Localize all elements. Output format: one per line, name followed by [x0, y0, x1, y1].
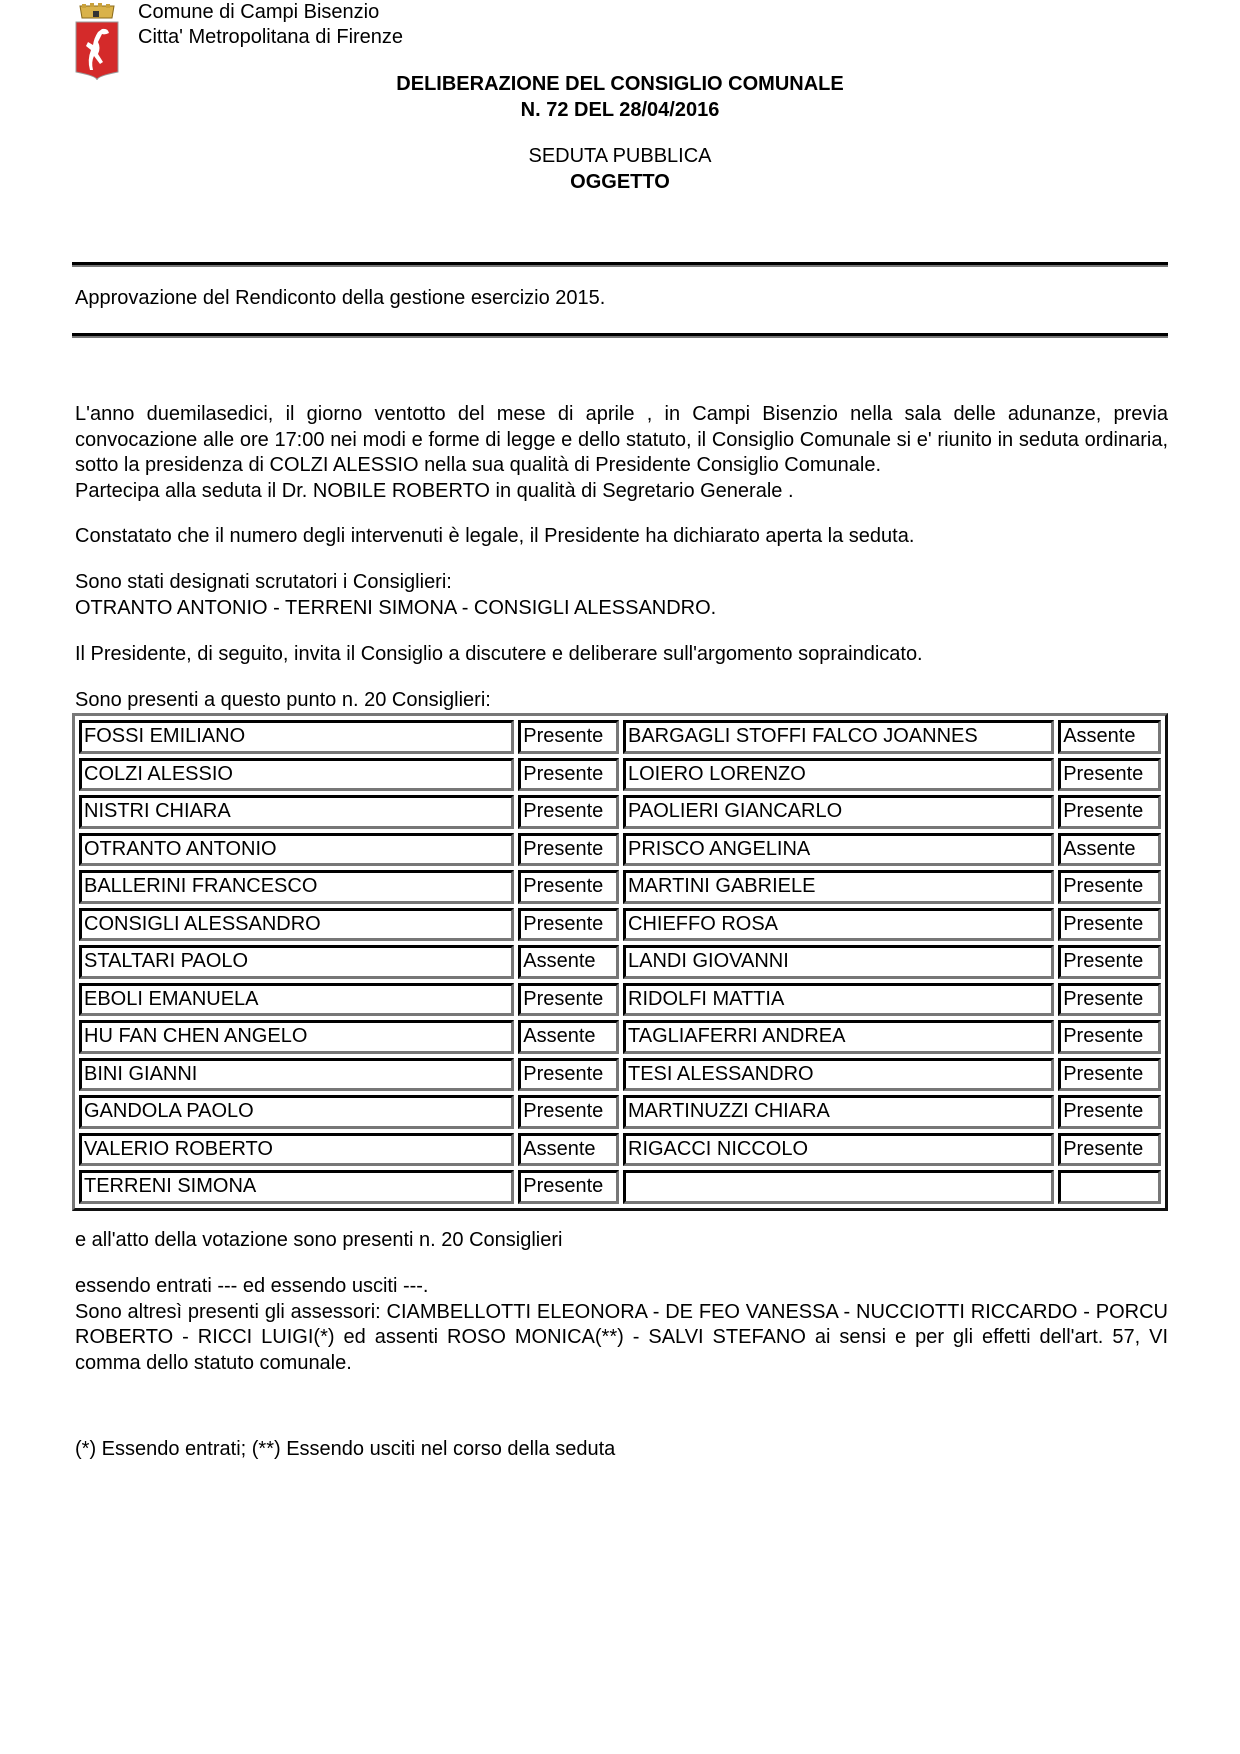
councillor-name: RIGACCI NICCOLO — [623, 1133, 1054, 1167]
attendance-status: Presente — [1058, 1020, 1161, 1054]
attendance-status: Presente — [1058, 870, 1161, 904]
attendance-status: Presente — [518, 983, 619, 1017]
scrutineers-names: OTRANTO ANTONIO - TERRENI SIMONA - CONSIGLI ALESSANDRO. — [75, 596, 717, 619]
councillor-name: PRISCO ANGELINA — [623, 833, 1054, 867]
councillor-name: TESI ALESSANDRO — [623, 1058, 1054, 1092]
councillor-name: OTRANTO ANTONIO — [79, 833, 514, 867]
table-row — [79, 983, 1161, 1017]
scrutineers-intro: Sono stati designati scrutatori i Consiglieri: — [75, 571, 452, 593]
table-row — [79, 758, 1161, 792]
opening-paragraph — [75, 402, 1168, 504]
attendance-status: Presente — [1058, 758, 1161, 792]
attendance-status: Presente — [518, 870, 619, 904]
table-row — [79, 908, 1161, 942]
attendance-status: Presente — [1058, 945, 1161, 979]
table-row — [79, 870, 1161, 904]
invitation-text: Il Presidente, di seguito, invita il Consiglio a discutere e deliberare sull'argomento sopraindicato. — [75, 643, 923, 665]
table-row — [79, 720, 1161, 754]
attendance-status: Presente — [1058, 908, 1161, 942]
attendance-status: Presente — [1058, 795, 1161, 829]
title-line-2: N. 72 DEL 28/04/2016 — [520, 98, 720, 121]
coat-of-arms-icon — [74, 2, 120, 82]
voting-count-text: e all'atto della votazione sono presenti n. 20 Consiglieri — [75, 1229, 563, 1251]
councillor-name: GANDOLA PAOLO — [79, 1095, 514, 1129]
attendance-status: Presente — [1058, 983, 1161, 1017]
attendance-status: Presente — [518, 833, 619, 867]
councillor-name: TAGLIAFERRI ANDREA — [623, 1020, 1054, 1054]
councillor-name: COLZI ALESSIO — [79, 758, 514, 792]
assessors-paragraph — [75, 1274, 1168, 1376]
councillor-name: MARTINUZZI CHIARA — [623, 1095, 1054, 1129]
councillor-name: EBOLI EMANUELA — [79, 983, 514, 1017]
councillor-name: CHIEFFO ROSA — [623, 908, 1054, 942]
table-row — [79, 1133, 1161, 1167]
opening-text: L'anno duemilasedici, il giorno ventotto del mese di aprile , in Campi Bisenzio nella sala delle adunanze, previa convocazione alle ore 17:00 nei modi e forme di legge e dello statuto, il Consiglio Comunale si e' riunito in seduta ordinaria, sotto la presidenza di COLZI ALESSIO nella sua qualità di Presidente Consiglio Comunale. — [75, 403, 1168, 476]
header — [138, 0, 403, 50]
title-line-1: DELIBERAZIONE DEL CONSIGLIO COMUNALE — [396, 73, 844, 95]
councillor-name: BINI GIANNI — [79, 1058, 514, 1092]
attendance-status: Presente — [1058, 1058, 1161, 1092]
councillor-name: MARTINI GABRIELE — [623, 870, 1054, 904]
councillor-name: PAOLIERI GIANCARLO — [623, 795, 1054, 829]
quorum-text: Constatato che il numero degli intervenuti è legale, il Presidente ha dichiarato aperta la seduta. — [75, 525, 915, 547]
councillor-name: CONSIGLI ALESSANDRO — [79, 908, 514, 942]
attendance-table — [72, 713, 1168, 1211]
table-row — [79, 833, 1161, 867]
divider-top — [72, 262, 1168, 267]
councillor-name: RIDOLFI MATTIA — [623, 983, 1054, 1017]
divider-bottom — [72, 333, 1168, 338]
table-row — [79, 795, 1161, 829]
councillor-name: BALLERINI FRANCESCO — [79, 870, 514, 904]
councillor-name: LANDI GIOVANNI — [623, 945, 1054, 979]
attendance-status: Presente — [518, 908, 619, 942]
councillor-name: HU FAN CHEN ANGELO — [79, 1020, 514, 1054]
assessors-text: Sono altresì presenti gli assessori: CIAMBELLOTTI ELEONORA - DE FEO VANESSA - NUCCIOTTI RICCARDO - PORCU ROBERTO - RICCI LUIGI(*) ed assenti ROSO MONICA(**) - SALVI STEFANO ai sensi e per gli effetti dell'art. 57, VI comma dello statuto comunale. — [75, 1300, 1168, 1374]
footnote-text: (*) Essendo entrati; (**) Essendo usciti nel corso della seduta — [75, 1438, 616, 1460]
attendance-status: Presente — [1058, 1095, 1161, 1129]
councillor-name — [623, 1170, 1054, 1204]
councillor-name: LOIERO LORENZO — [623, 758, 1054, 792]
attendance-status: Presente — [518, 795, 619, 829]
attendance-status: Assente — [518, 1020, 619, 1054]
attendance-status: Presente — [518, 720, 619, 754]
scrutineers-paragraph — [75, 570, 1168, 621]
attendance-status: Presente — [518, 1095, 619, 1129]
attendance-status — [1058, 1170, 1161, 1204]
attendance-status: Assente — [518, 1133, 619, 1167]
table-row — [79, 1020, 1161, 1054]
attendance-status: Presente — [518, 1058, 619, 1092]
councillor-name: FOSSI EMILIANO — [79, 720, 514, 754]
present-count-text: Sono presenti a questo punto n. 20 Consiglieri: — [75, 689, 491, 711]
table-row — [79, 1058, 1161, 1092]
attendance-status: Presente — [518, 758, 619, 792]
councillor-name: TERRENI SIMONA — [79, 1170, 514, 1204]
table-row — [79, 1170, 1161, 1204]
subject-label: OGGETTO — [570, 170, 670, 193]
secretary-text: Partecipa alla seduta il Dr. NOBILE ROBERTO in qualità di Segretario Generale . — [75, 479, 794, 502]
councillor-name: VALERIO ROBERTO — [79, 1133, 514, 1167]
subject-text: Approvazione del Rendiconto della gestione esercizio 2015. — [75, 287, 606, 309]
attendance-status: Presente — [1058, 1133, 1161, 1167]
table-row — [79, 945, 1161, 979]
metro-city-name: Citta' Metropolitana di Firenze — [138, 26, 404, 48]
councillor-name: NISTRI CHIARA — [79, 795, 514, 829]
attendance-status: Assente — [1058, 720, 1161, 754]
session-info — [0, 144, 1240, 195]
entries-exits-text: essendo entrati --- ed essendo usciti ---. — [75, 1275, 429, 1297]
table-row — [79, 1095, 1161, 1129]
councillor-name: STALTARI PAOLO — [79, 945, 514, 979]
attendance-status: Presente — [518, 1170, 619, 1204]
document-title — [0, 72, 1240, 123]
attendance-status: Assente — [1058, 833, 1161, 867]
municipality-name: Comune di Campi Bisenzio — [138, 1, 380, 23]
councillor-name: BARGAGLI STOFFI FALCO JOANNES — [623, 720, 1054, 754]
attendance-status: Assente — [518, 945, 619, 979]
session-type: SEDUTA PUBBLICA — [528, 145, 712, 167]
